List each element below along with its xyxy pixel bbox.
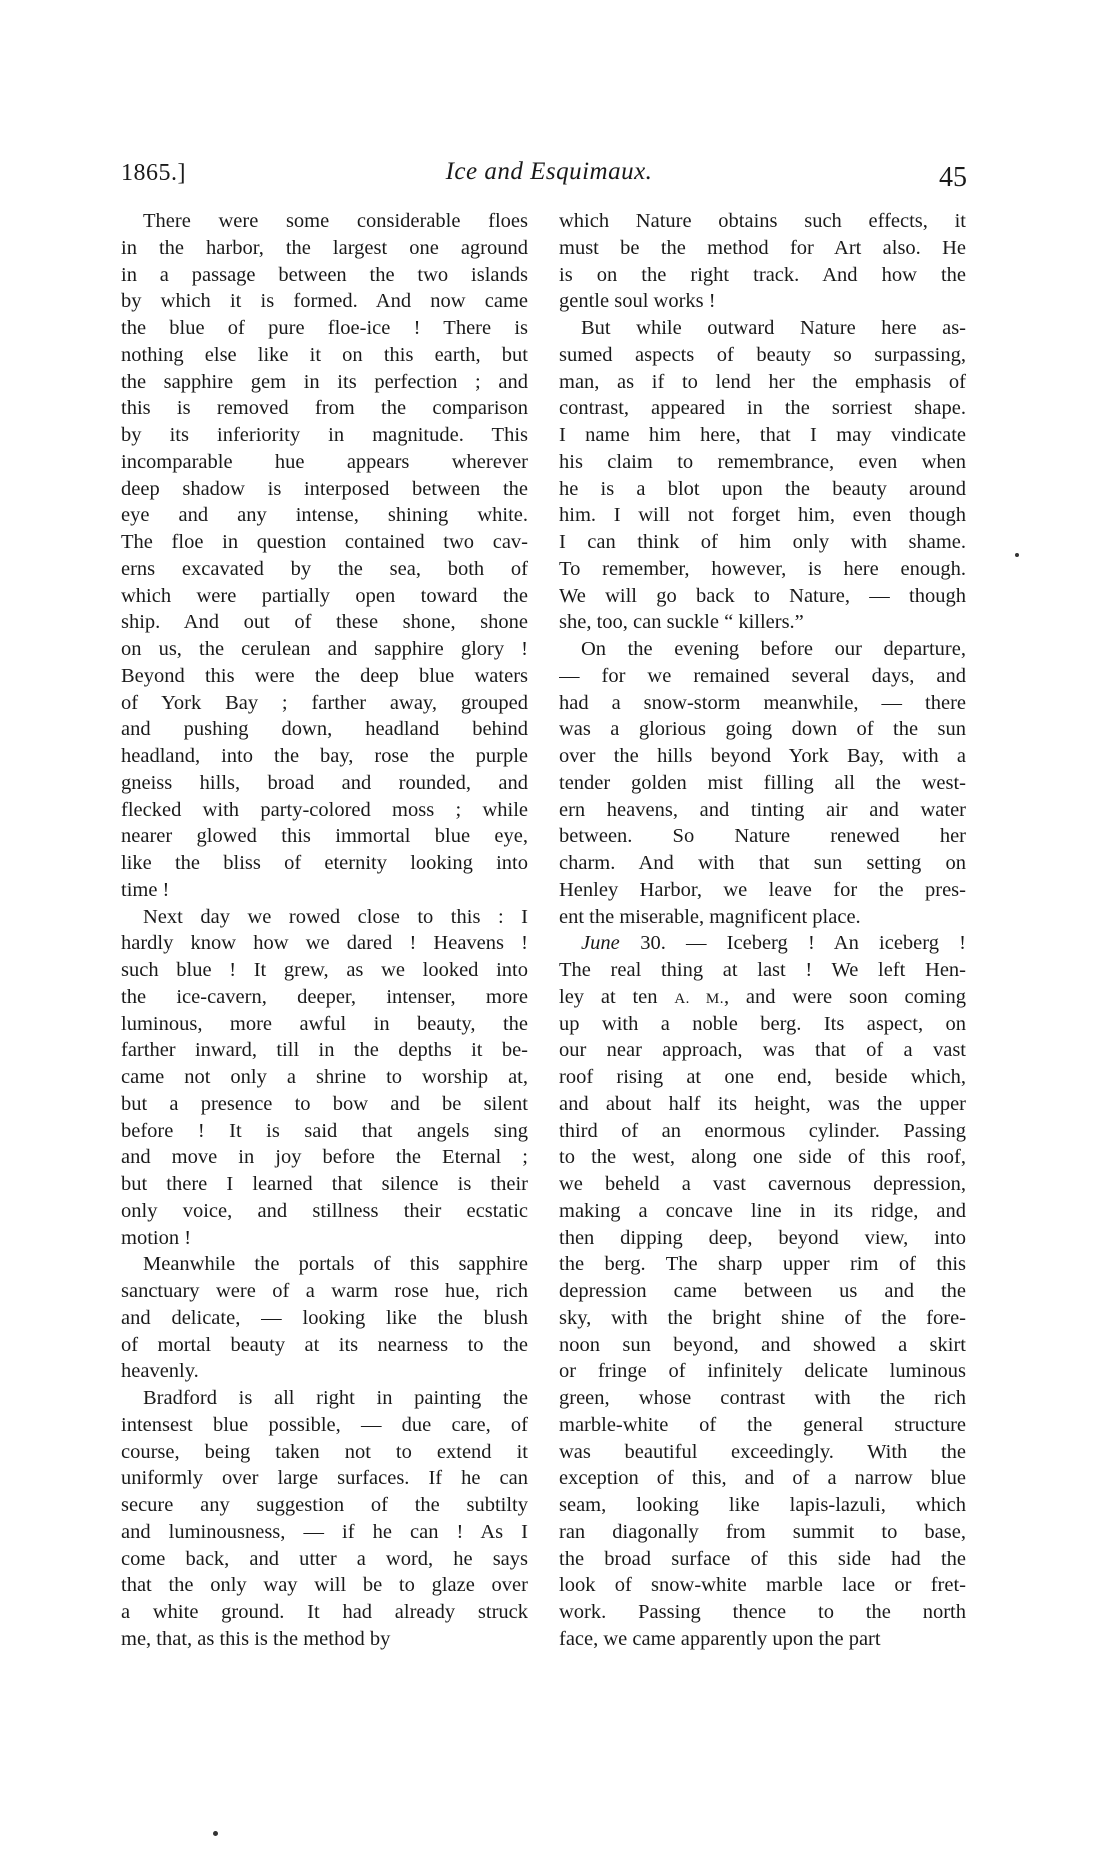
- line-text: ent the miserable, magnificent place.: [559, 905, 861, 928]
- left-column: [121, 208, 528, 1653]
- text-line: [559, 1198, 966, 1225]
- text-line: [121, 1492, 528, 1519]
- line-text: flecked with party-colored moss ; while: [121, 798, 528, 821]
- line-text: but a presence to bow and be silent: [121, 1092, 528, 1115]
- line-text: luminous, more awful in beauty, the: [121, 1012, 528, 1035]
- text-line: [121, 422, 528, 449]
- text-line: [121, 1519, 528, 1546]
- text-line: [559, 1305, 966, 1332]
- line-text: on us, the cerulean and sapphire glory !: [121, 638, 528, 660]
- text-line: [121, 342, 528, 369]
- text-line: [121, 369, 528, 396]
- line-text: depression came between us and the: [559, 1280, 966, 1302]
- line-text: green, whose contrast with the rich: [559, 1387, 966, 1409]
- line-text: gentle soul works !: [559, 290, 716, 313]
- line-text: marble-white of the general structure: [559, 1413, 966, 1436]
- text-line: [121, 1091, 528, 1118]
- line-text: I name him here, that I may vindicate: [559, 424, 966, 446]
- text-line: [559, 395, 966, 422]
- text-line: [559, 1358, 966, 1385]
- line-text: time !: [121, 878, 170, 901]
- text-line: [121, 1118, 528, 1145]
- line-text: and delicate, — looking like the blush: [121, 1306, 528, 1329]
- text-line: [121, 663, 528, 690]
- line-text: only voice, and stillness their ecstatic: [121, 1199, 528, 1222]
- line-text: making a concave line in its ridge, and: [559, 1199, 966, 1222]
- text-line: [559, 743, 966, 770]
- line-text: and move in joy before the Eternal ;: [121, 1146, 528, 1169]
- line-text: nearer glowed this immortal blue eye,: [121, 825, 528, 848]
- line-text: ran diagonally from summit to base,: [559, 1520, 966, 1543]
- text-line: [121, 1439, 528, 1466]
- line-text: the berg. The sharp upper rim of this: [559, 1253, 966, 1276]
- text-line: [121, 208, 528, 235]
- text-line: [559, 235, 966, 262]
- text-line: [559, 1144, 966, 1171]
- text-line: [559, 476, 966, 503]
- line-text: To remember, however, is here enough.: [559, 557, 966, 580]
- line-text: sky, with the bright shine of the fore-: [559, 1306, 966, 1329]
- text-line: [559, 262, 966, 289]
- text-line: [559, 904, 966, 931]
- text-line: [559, 369, 966, 396]
- text-line: [559, 583, 966, 610]
- line-text: the blue of pure floe-ice ! There is: [121, 317, 528, 339]
- text-line: [121, 904, 528, 931]
- line-text: of mortal beauty at its nearness to the: [121, 1333, 528, 1356]
- text-line: [559, 288, 966, 315]
- line-text: third of an enormous cylinder. Passing: [559, 1119, 966, 1142]
- line-text: nothing else like it on this earth, but: [121, 343, 528, 366]
- line-text: face, we came apparently upon the part: [559, 1627, 881, 1650]
- line-text: There were some considerable floes: [143, 210, 528, 232]
- line-text: exception of this, and of a narrow blue: [559, 1467, 966, 1490]
- line-text: hardly know how we dared ! Heavens !: [121, 932, 528, 955]
- text-line: [121, 556, 528, 583]
- line-text: noon sun beyond, and showed a skirt: [559, 1333, 966, 1356]
- text-line: [559, 1492, 966, 1519]
- line-text: that the only way will be to glaze over: [121, 1574, 528, 1597]
- text-line: [121, 850, 528, 877]
- text-line: [559, 1465, 966, 1492]
- text-line: [559, 1332, 966, 1359]
- text-line: [121, 583, 528, 610]
- text-line: [121, 636, 528, 663]
- text-line: [121, 1198, 528, 1225]
- line-text: ern heavens, and tinting air and water: [559, 798, 966, 821]
- line-text: between. So Nature renewed her: [559, 825, 966, 848]
- line-text: the sapphire gem in its perfection ; and: [121, 370, 528, 393]
- text-line: [121, 1064, 528, 1091]
- text-line: [121, 1225, 528, 1252]
- text-line: [559, 1278, 966, 1305]
- line-text: eye and any intense, shining white.: [121, 504, 528, 527]
- line-text: came not only a shrine to worship at,: [121, 1066, 528, 1088]
- line-text: was a glorious going down of the sun: [559, 718, 966, 741]
- line-text: Next day we rowed close to this : I: [143, 905, 528, 928]
- line-text: the ice-cavern, deeper, intenser, more: [121, 985, 528, 1008]
- line-text: sumed aspects of beauty so surpassing,: [559, 343, 966, 366]
- line-text: headland, into the bay, rose the purple: [121, 745, 528, 767]
- text-line: [559, 957, 966, 984]
- right-column: [559, 208, 966, 1653]
- line-text: to the west, along one side of this roof,: [559, 1146, 966, 1169]
- line-text: she, too, can suckle “ killers.”: [559, 611, 804, 634]
- line-text: was beautiful exceedingly. With the: [559, 1440, 966, 1463]
- line-text: incomparable hue appears wherever: [121, 450, 528, 473]
- text-line: [559, 770, 966, 797]
- line-text: We will go back to Nature, — though: [559, 584, 966, 607]
- line-text: The floe in question contained two cav-: [121, 531, 528, 553]
- text-line: [559, 823, 966, 850]
- text-line: [121, 770, 528, 797]
- text-line: [559, 716, 966, 743]
- text-line: [121, 1599, 528, 1626]
- text-line: [559, 1412, 966, 1439]
- text-line: [121, 877, 528, 904]
- line-text: On the evening before our departure,: [581, 638, 966, 660]
- text-line: [559, 556, 966, 583]
- text-line: [121, 1278, 528, 1305]
- line-text: then dipping deep, beyond view, into: [559, 1226, 966, 1249]
- text-line: [559, 1572, 966, 1599]
- text-line: [121, 262, 528, 289]
- text-line: [559, 930, 966, 957]
- line-text: course, being taken not to extend it: [121, 1440, 528, 1463]
- text-line: [559, 797, 966, 824]
- line-text: his claim to remembrance, even when: [559, 450, 966, 473]
- line-text: is on the right track. And how the: [559, 263, 966, 286]
- line-text: but there I learned that silence is their: [121, 1173, 528, 1195]
- line-text: seam, looking like lapis-lazuli, which: [559, 1494, 966, 1516]
- line-text: him. I will not forget him, even though: [559, 504, 966, 527]
- text-line: [121, 823, 528, 850]
- page-number: 45: [939, 162, 967, 193]
- line-text: and pushing down, headland behind: [121, 718, 528, 741]
- text-line: [559, 1439, 966, 1466]
- text-line: [559, 1385, 966, 1412]
- text-line: [121, 1572, 528, 1599]
- line-text: Henley Harbor, we leave for the pres-: [559, 878, 966, 901]
- text-line: [559, 208, 966, 235]
- small-caps: A. M.: [674, 990, 724, 1007]
- line-text: But while outward Nature here as-: [581, 317, 966, 339]
- line-text: tender golden mist filling all the west-: [559, 771, 966, 794]
- line-text: deep shadow is interposed between the: [121, 477, 528, 500]
- line-text: the broad surface of this side had the: [559, 1547, 966, 1570]
- text-line: [121, 476, 528, 503]
- text-line: [559, 1599, 966, 1626]
- line-text: our near approach, was that of a vast: [559, 1039, 966, 1062]
- text-line: [121, 690, 528, 717]
- text-line: [559, 449, 966, 476]
- text-line: [121, 315, 528, 342]
- text-line: [121, 1144, 528, 1171]
- line-text: he is a blot upon the beauty around: [559, 477, 966, 500]
- line-text: intensest blue possible, — due care, of: [121, 1413, 528, 1436]
- text-line: [121, 1412, 528, 1439]
- text-line: [121, 235, 528, 262]
- line-text: uniformly over large surfaces. If he can: [121, 1467, 528, 1490]
- line-text: Bradford is all right in painting the: [143, 1387, 528, 1409]
- text-line: [121, 797, 528, 824]
- text-line: [559, 1251, 966, 1278]
- text-line: [121, 930, 528, 957]
- line-text: Meanwhile the portals of this sapphire: [143, 1253, 528, 1276]
- text-line: [121, 609, 528, 636]
- text-line: [559, 1091, 966, 1118]
- text-line: [559, 850, 966, 877]
- running-header: [121, 156, 967, 192]
- line-text: and luminousness, — if he can ! As I: [121, 1520, 528, 1543]
- text-line: [121, 984, 528, 1011]
- line-text: 30. — Iceberg ! An iceberg !: [640, 932, 966, 955]
- line-text: had a snow-storm meanwhile, — there: [559, 691, 966, 714]
- text-line: [559, 1118, 966, 1145]
- text-line: ley at ten A. M., and were soon coming: [559, 985, 966, 1008]
- text-line: [121, 716, 528, 743]
- line-text: we beheld a vast cavernous depression,: [559, 1173, 966, 1195]
- line-text: contrast, appeared in the sorriest shape.: [559, 397, 966, 420]
- text-line: [121, 1626, 528, 1653]
- line-text: a white ground. It had already struck: [121, 1601, 528, 1623]
- line-text: such blue ! It grew, as we looked into: [121, 959, 528, 981]
- text-line: [121, 1305, 528, 1332]
- line-text: roof rising at one end, beside which,: [559, 1066, 966, 1088]
- line-text: and about half its height, was the upper: [559, 1092, 966, 1115]
- line-text: ship. And out of these shone, shone: [121, 611, 528, 634]
- text-line: [559, 877, 966, 904]
- text-line: [559, 1037, 966, 1064]
- line-text: or fringe of infinitely delicate luminous: [559, 1360, 966, 1383]
- line-text: look of snow-white marble lace or fret-: [559, 1574, 966, 1597]
- text-line: [121, 288, 528, 315]
- print-speck: [1015, 553, 1019, 557]
- line-text: motion !: [121, 1226, 192, 1249]
- line-text: this is removed from the comparison: [121, 397, 528, 420]
- line-text: which Nature obtains such effects, it: [559, 210, 966, 232]
- text-line: [559, 1171, 966, 1198]
- line-text: The real thing at last ! We left Hen-: [559, 959, 966, 981]
- text-line: [559, 315, 966, 342]
- text-line: [559, 1519, 966, 1546]
- line-text: man, as if to lend her the emphasis of: [559, 370, 966, 393]
- line-text: heavenly.: [121, 1360, 199, 1383]
- text-line: [559, 663, 966, 690]
- line-text: like the bliss of eternity looking into: [121, 852, 528, 874]
- line-text: come back, and utter a word, he says: [121, 1547, 528, 1570]
- line-text: erns excavated by the sea, both of: [121, 557, 528, 580]
- text-line: [559, 502, 966, 529]
- text-line: [559, 1546, 966, 1573]
- line-text: charm. And with that sun setting on: [559, 852, 966, 874]
- line-text: Beyond this were the deep blue waters: [121, 664, 528, 687]
- header-year: 1865.]: [121, 160, 186, 186]
- line-text: by which it is formed. And now came: [121, 290, 528, 313]
- text-line: [121, 1037, 528, 1064]
- line-text: — for we remained several days, and: [559, 664, 966, 687]
- line-text: up with a noble berg. Its aspect, on: [559, 1012, 966, 1035]
- print-speck: [213, 1831, 218, 1836]
- line-text: must be the method for Art also. He: [559, 236, 966, 259]
- text-line: [121, 502, 528, 529]
- line-text: me, that, as this is the method by: [121, 1627, 391, 1650]
- line-text: before ! It is said that angels sing: [121, 1119, 528, 1142]
- text-line: [121, 1385, 528, 1412]
- text-line: [121, 1465, 528, 1492]
- text-line: [121, 529, 528, 556]
- text-line: [559, 1011, 966, 1038]
- header-title: Ice and Esquimaux.: [445, 158, 653, 185]
- text-line: [559, 1626, 966, 1653]
- text-line: [121, 395, 528, 422]
- line-text: work. Passing thence to the north: [559, 1601, 966, 1623]
- text-line: [121, 1251, 528, 1278]
- text-line: [559, 529, 966, 556]
- line-text: in the harbor, the largest one aground: [121, 236, 528, 259]
- text-line: [121, 449, 528, 476]
- entry-date: June: [581, 932, 620, 955]
- line-text: of York Bay ; farther away, grouped: [121, 691, 528, 714]
- text-line: [559, 1064, 966, 1091]
- text-line: [121, 1358, 528, 1385]
- text-line: [121, 1011, 528, 1038]
- line-text: which were partially open toward the: [121, 584, 528, 607]
- line-text: over the hills beyond York Bay, with a: [559, 745, 966, 767]
- text-line: [559, 1225, 966, 1252]
- line-text: by its inferiority in magnitude. This: [121, 424, 528, 446]
- line-text: secure any suggestion of the subtilty: [121, 1494, 528, 1516]
- text-line: [121, 1332, 528, 1359]
- text-line: [559, 422, 966, 449]
- text-line: [559, 342, 966, 369]
- text-line: [121, 1171, 528, 1198]
- text-line: [121, 1546, 528, 1573]
- text-line: [559, 636, 966, 663]
- text-line: [121, 743, 528, 770]
- line-text: I can think of him only with shame.: [559, 531, 966, 553]
- text-line: [559, 690, 966, 717]
- line-text: gneiss hills, broad and rounded, and: [121, 771, 528, 794]
- line-text: farther inward, till in the depths it be-: [121, 1039, 528, 1062]
- text-line: [121, 957, 528, 984]
- line-text: sanctuary were of a warm rose hue, rich: [121, 1280, 528, 1302]
- line-text: , and were soon coming: [723, 985, 966, 1008]
- line-text: in a passage between the two islands: [121, 263, 528, 286]
- text-line: [559, 609, 966, 636]
